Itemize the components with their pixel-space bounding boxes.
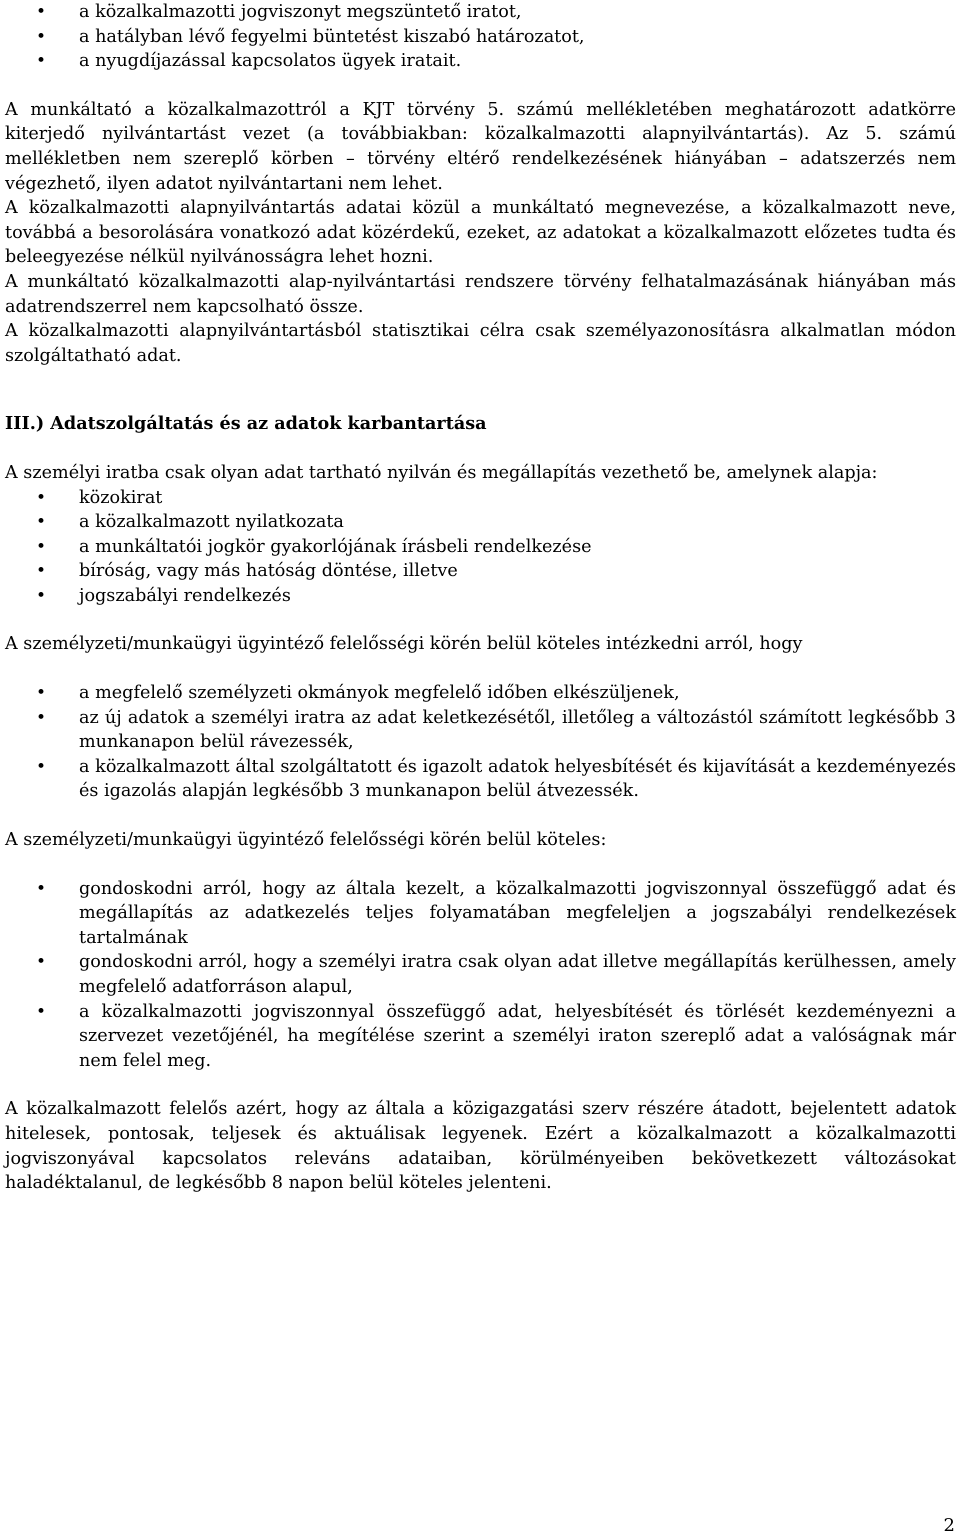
list-item: • jogszabályi rendelkezés bbox=[5, 584, 956, 609]
list-item: • a közalkalmazotti jogviszonnyal összefüggő adat, helyesbítését és törlését kezdeményezni a szervezet vezetőjénél, ha megítélése szerint a személyi iraton szereplő adat a valóságnak már nem felel meg. bbox=[5, 1000, 956, 1074]
document-page bbox=[5, 0, 956, 1196]
list-item: • a hatályban lévő fegyelmi büntetést kiszabó határozatot, bbox=[5, 25, 956, 50]
paragraph: A közalkalmazotti alapnyilvántartás adatai közül a munkáltató megnevezése, a közalkalmazott neve, továbbá a besorolására vonatkozó adat közérdekű, ezeket, az adatokat a közalkalmazott előzetes tudta és beleegyezése nélkül nyilvánosságra lehet hozni. bbox=[5, 198, 956, 268]
paragraph: A közalkalmazott felelős azért, hogy az általa a közigazgatási szerv részére átadott, bejelentett adatok hitelesek, pontosak, teljesek és aktuálisak legyenek. Ezért a közalkalmazott a közalkalmazotti jogviszonyával kapcsolatos releváns adataiban, körülményeiben bekövetkezett változásokat haladéktalanul, de legkésőbb 8 napon belül köteles jelenteni. bbox=[5, 1099, 956, 1194]
bullet-list bbox=[5, 681, 956, 804]
list-item: • gondoskodni arról, hogy az általa kezelt, a közalkalmazotti jogviszonnyal összefüggő adat és megállapítás az adatkezelés teljes folyamatában megfeleljen a jogszabályi rendelkezések tartalmának bbox=[5, 877, 956, 951]
bullet-list bbox=[5, 877, 956, 1074]
paragraph: A közalkalmazotti alapnyilvántartásból statisztikai célra csak személyazonosításra alkalmatlan módon szolgáltatható adat. bbox=[5, 321, 956, 366]
paragraph: A személyzeti/munkaügyi ügyintéző felelősségi körén belül köteles: bbox=[5, 830, 607, 851]
list-item: • a közalkalmazott nyilatkozata bbox=[5, 510, 956, 535]
paragraph: A személyi iratba csak olyan adat tartható nyilván és megállapítás vezethető be, amelynek alapja: bbox=[5, 462, 878, 483]
paragraph: A munkáltató közalkalmazotti alap-nyilvántartási rendszere törvény felhatalmazásának hiányában más adatrendszerrel nem kapcsolható össze. bbox=[5, 271, 956, 317]
list-item: • az új adatok a személyi iratra az adat keletkezésétől, illetőleg a változástól számított legkésőbb 3 munkanapon belül rávezessék, bbox=[5, 706, 956, 755]
top-bullet-list bbox=[5, 0, 956, 74]
list-item: • közokirat bbox=[5, 486, 956, 511]
paragraph: A munkáltató a közalkalmazottról a KJT törvény 5. számú mellékletében meghatározott adatkörre kiterjedő nyilvántartást vezet (a továbbiakban: közalkalmazotti alapnyilvántartás). Az 5. számú mellékletben nem szereplő körben – törvény eltérő rendelkezésének hiányában – adatszerzés nem végezhető, ilyen adatot nyilvántartani nem lehet. bbox=[5, 99, 956, 194]
list-item: • a közalkalmazott által szolgáltatott és igazolt adatok helyesbítését és kijavítását a kezdeményezés és igazolás alapján legkésőbb 3 munkanapon belül átvezessék. bbox=[5, 755, 956, 804]
list-item: • a nyugdíjazással kapcsolatos ügyek iratait. bbox=[5, 49, 956, 74]
list-item: • a munkáltatói jogkör gyakorlójának írásbeli rendelkezése bbox=[5, 535, 956, 560]
paragraph: A személyzeti/munkaügyi ügyintéző felelősségi körén belül köteles intézkedni arról, hogy bbox=[5, 634, 803, 655]
list-item: • a megfelelő személyzeti okmányok megfelelő időben elkészüljenek, bbox=[5, 681, 956, 706]
list-item: • bíróság, vagy más hatóság döntése, illetve bbox=[5, 559, 956, 584]
list-item: • gondoskodni arról, hogy a személyi iratra csak olyan adat illetve megállapítás kerülhessen, amely megfelelő adatforráson alapul, bbox=[5, 950, 956, 999]
section-title: III.) Adatszolgáltatás és az adatok karbantartása bbox=[5, 413, 487, 435]
page-number: 2 bbox=[943, 1515, 955, 1536]
list-item: • a közalkalmazotti jogviszonyt megszüntető iratot, bbox=[5, 0, 956, 25]
bullet-list bbox=[5, 486, 956, 609]
